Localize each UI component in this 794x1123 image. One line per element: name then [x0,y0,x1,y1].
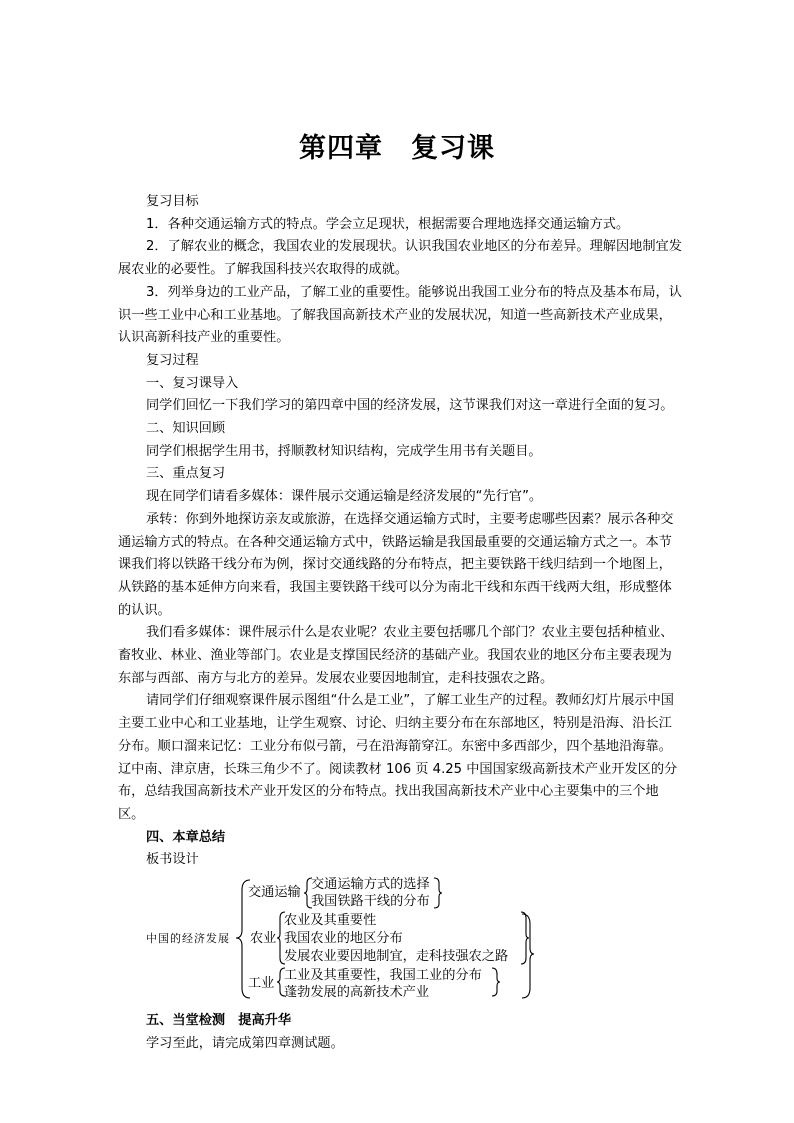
section-3-paragraph-1: 现在同学们请看多媒体：课件展示交通运输是经济发展的“先行官”。 [146,489,543,505]
board-industry-label: 工业 [248,976,275,992]
industry-close-brace [492,968,500,996]
section-5-text: 学习至此，请完成第四章测试题。 [146,1035,344,1051]
goal-item-2: 2．了解农业的概念，我国农业的发展现状。认识我国农业地区的分布差异。理解因地制宜发展农业的必要性。了解我国科技兴农取得的成就。 [118,239,682,278]
page-title: 第四章 复习课 [299,133,495,164]
board-design-diagram [118,874,683,1006]
section-5-heading: 五、当堂检测 提高升华 [146,1013,292,1029]
section-4-heading: 四、本章总结 [146,829,226,845]
board-agriculture-label: 农业 [250,931,277,947]
board-agriculture-item-2: 我国农业的地区分布 [284,931,403,947]
section-3-paragraph-2: 承转：你到外地探访亲友或旅游，在选择交通运输方式时，主要考虑哪些因素？展示各种交通运输方式的特点。在各种交通运输方式中，铁路运输是我国最重要的交通运输方式之一。本节课我们将以铁路干线分布为例，探讨交通线路的分布特点，把主要铁路干线归结到一个地图上，从铁路的基本延伸方向来看，我国主要铁路干线可以分为南北干线和东西干线两大组，形成整体的认识。 [118,511,674,618]
board-agriculture-item-1: 农业及其重要性 [284,913,377,929]
process-heading: 复习过程 [146,352,199,368]
board-root-label: 中国的经济发展 [146,932,230,946]
board-agriculture-item-3: 发展农业要因地制宜，走科技强农之路 [284,949,509,965]
section-3-paragraph-4: 请同学们仔细观察课件展示图组“什么是工业”，了解工业生产的过程。教师幻灯片展示中国主要工业中心和工业基地，让学生观察、讨论、归纳主要分布在东部地区，特别是沿海、沿长江分布。顺口溜来记忆：工业分布似弓箭，弓在沿海箭穿江。东密中多西部少，四个基地沿海靠。辽中南、津京唐，长珠三角少不了。阅读教材 106 页 4.25 中国国家级高新技术产业开发区的分布，总结我国高新技术产业开发区的分布特点。找出我国高新技术产业中心主要集中的三个地区。 [118,693,678,822]
goal-item-1: 1．各种交通运输方式的特点。学会立足现状，根据需要合理地选择交通运输方式。 [146,216,630,232]
transport-close-brace [434,878,442,908]
outer-right-brace [522,914,534,998]
board-design-label: 板书设计 [146,852,199,868]
board-transport-label: 交通运输 [248,885,301,901]
board-industry-item-2: 蓬勃发展的高新技术产业 [284,985,430,1001]
document-body [118,191,683,1056]
agriculture-close-brace [521,912,529,964]
board-industry-item-1: 工业及其重要性，我国工业的分布 [284,968,482,984]
section-1-heading: 一、复习课导入 [146,375,239,391]
goal-item-3: 3．列举身边的工业产品，了解工业的重要性。能够说出我国工业分布的特点及基本布局，认识一些工业中心和工业基地。了解我国高新技术产业的发展状况，知道一些高新技术产业成果，认识高新科技产业的重要性。 [118,284,682,346]
section-3-heading: 三、重点复习 [146,466,226,482]
section-2-heading: 二、知识回顾 [146,421,226,437]
goals-heading: 复习目标 [146,194,199,209]
section-3-paragraph-3: 我们看多媒体：课件展示什么是农业呢？农业主要包括哪几个部门？农业主要包括种植业、畜牧业、林业、渔业等部门。农业是支撑国民经济的基础产业。我国农业的地区分布主要表现为东部与西部、南方与北方的差异。发展农业要因地制宜，走科技强农之路。 [118,625,674,686]
board-transport-item-2: 我国铁路干线的分布 [311,894,430,910]
section-2-text: 同学们根据学生用书，捋顺教材知识结构，完成学生用书有关题目。 [146,443,542,459]
board-transport-item-1: 交通运输方式的选择 [311,877,430,893]
section-1-text: 同学们回忆一下我们学习的第四章中国的经济发展，这节课我们对这一章进行全面的复习。 [146,398,674,414]
